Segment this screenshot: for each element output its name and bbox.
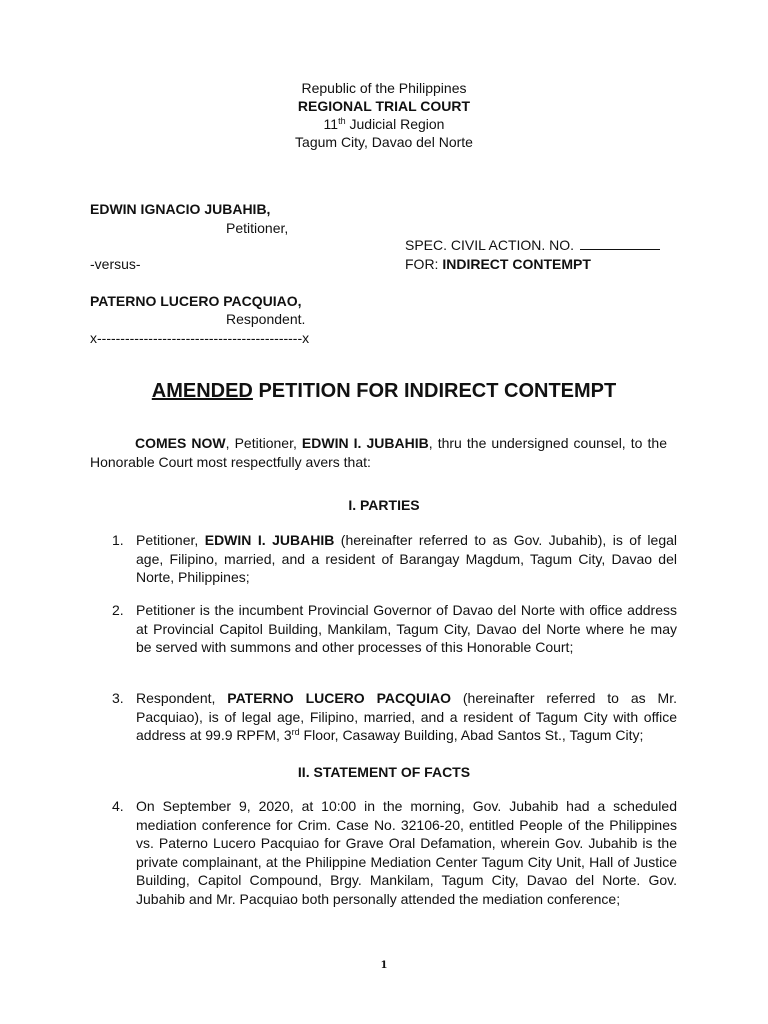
section-heading-parties: I. PARTIES bbox=[348, 497, 420, 513]
numbered-paragraph: 3. Respondent, PATERNO LUCERO PACQUIAO (hereinafter referred to as Mr. Pacquiao), is of legal age, Filipino, married, and a resident of Tagum City with office address at 99.9 RPFM, 3rd Floor, Casaway Building, Abad Santos St., Tagum City; bbox=[112, 690, 677, 743]
section-heading-facts: II. STATEMENT OF FACTS bbox=[297, 764, 471, 780]
case-number-line: SPEC. CIVIL ACTION. NO. bbox=[405, 236, 705, 255]
case-caption-parties bbox=[90, 200, 390, 347]
numbered-paragraph: 4. On September 9, 2020, at 10:00 in the morning, Gov. Jubahib had a scheduled mediation conference for Crim. Case No. 32106-20, entitled People of the Philippines vs. Paterno Lucero Pacquiao for Grave Oral Defamation, wherein Gov. Jubahib is the private complainant, at the Philippine Mediation Center Tagum City Unit, Hall of Justice Building, Capitol Compound, Brgy. Mankilam, Tagum City, Davao del Norte. Gov. Jubahib and Mr. Pacquiao both personally attended the mediation conference; bbox=[112, 798, 677, 907]
numbered-paragraph: 2. Petitioner is the incumbent Provincial Governor of Davao del Norte with office address at Provincial Capitol Building, Mankilam, Tagum City, Davao del Norte where he may be served with summons and other processes of this Honorable Court; bbox=[112, 602, 677, 655]
caption-rule: x--------------------------------------------x bbox=[90, 329, 310, 346]
court-name: REGIONAL TRIAL COURT bbox=[297, 98, 471, 114]
petitioner-role: Petitioner, bbox=[226, 219, 289, 236]
case-number-blank bbox=[580, 237, 660, 250]
case-caption-action bbox=[405, 236, 705, 273]
document-title: AMENDED PETITION FOR INDIRECT CONTEMPT bbox=[151, 380, 617, 402]
region-line: 11th Judicial Region bbox=[323, 116, 445, 132]
court-header bbox=[0, 79, 768, 151]
respondent-role: Respondent. bbox=[226, 311, 306, 327]
numbered-paragraph: 1. Petitioner, EDWIN I. JUBAHIB (hereinafter referred to as Gov. Jubahib), is of legal age, Filipino, married, and a resident of Barangay Magdum, Tagum City, Davao del Norte, Philippines; bbox=[112, 532, 678, 585]
versus-label: -versus- bbox=[90, 256, 141, 272]
city-line: Tagum City, Davao del Norte bbox=[295, 134, 473, 150]
case-for-line: FOR: INDIRECT CONTEMPT bbox=[405, 255, 591, 272]
respondent-name: PATERNO LUCERO PACQUIAO, bbox=[90, 292, 302, 309]
petitioner-name: EDWIN IGNACIO JUBAHIB, bbox=[90, 201, 271, 217]
republic-line: Republic of the Philippines bbox=[301, 80, 467, 96]
intro-paragraph: COMES NOW, Petitioner, EDWIN I. JUBAHIB, thru the undersigned counsel, to the Honorable Court most respectfully avers that: bbox=[90, 435, 667, 470]
page-number: 1 bbox=[380, 960, 388, 971]
